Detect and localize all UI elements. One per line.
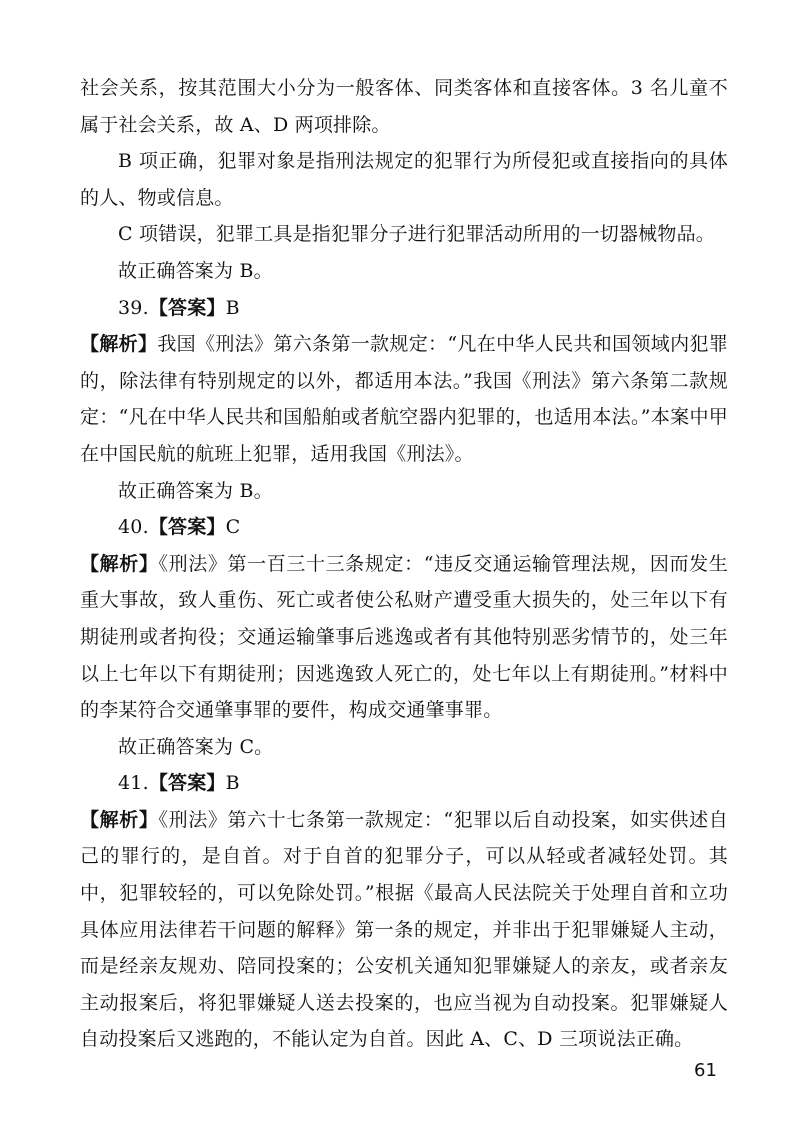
answer-value-40: C xyxy=(225,516,241,539)
answer-tag-41: 【答案】 xyxy=(148,772,226,795)
paragraph-p1: 社会关系，按其范围大小分为一般客体、同类客体和直接客体。3 名儿童不属于社会关系，故 A、D 两项排除。 xyxy=(80,77,728,136)
question-number-39: 39. xyxy=(118,296,149,319)
final-answer-39: 故正确答案为 B。 xyxy=(118,479,273,502)
paragraph-p2: B 项正确，犯罪对象是指刑法规定的犯罪行为所侵犯或直接指向的具体的人、物或信息。 xyxy=(80,150,728,209)
paragraph-p3: C 项错误，犯罪工具是指犯罪分子进行犯罪活动所用的一切器械物品。 xyxy=(118,223,715,246)
question-number-40: 40. xyxy=(118,516,149,539)
analysis-41 xyxy=(80,802,728,1058)
answer-value-41: B xyxy=(225,772,240,795)
analysis-tag-41: 【解析】 xyxy=(80,808,159,831)
answer-tag-39: 【答案】 xyxy=(148,296,226,319)
analysis-text-39: 我国《刑法》第六条第一款规定：“凡在中华人民共和国领域内犯罪的，除法律有特别规定的以外，都适用本法。”我国《刑法》第六条第二款规定：“凡在中华人民共和国船舶或者航空器内犯罪的，也适用本法。”本案中甲在中国民航的航班上犯罪，适用我国《刑法》。 xyxy=(80,333,728,465)
analysis-tag-40: 【解析】 xyxy=(80,552,159,575)
answer-value-39: B xyxy=(225,296,240,319)
paragraph-p4: 故正确答案为 B。 xyxy=(118,259,273,282)
final-answer-40: 故正确答案为 C。 xyxy=(118,735,274,758)
answer-heading-40 xyxy=(80,509,728,546)
question-number-41: 41. xyxy=(118,772,149,795)
answer-heading-41 xyxy=(80,765,728,802)
page-number: 61 xyxy=(694,1060,717,1081)
analysis-tag-39: 【解析】 xyxy=(80,333,158,356)
page-content xyxy=(80,70,728,1058)
answer-tag-40: 【答案】 xyxy=(148,516,226,539)
analysis-39 xyxy=(80,326,728,472)
analysis-text-40: 《刑法》第一百三十三条规定：“违反交通运输管理法规，因而发生重大事故，致人重伤、死亡或者使公私财产遭受重大损失的，处三年以下有期徒刑或者拘役；交通运输肇事后逃逸或者有其他特别恶劣情节的，处三年以上七年以下有期徒刑；因逃逸致人死亡的，处七年以上有期徒刑。”材料中的李某符合交通肇事罪的要件，构成交通肇事罪。 xyxy=(80,552,728,722)
analysis-40 xyxy=(80,546,728,729)
answer-heading-39 xyxy=(80,290,728,327)
analysis-text-41: 《刑法》第六十七条第一款规定：“犯罪以后自动投案，如实供述自己的罪行的，是自首。对于自首的犯罪分子，可以从轻或者减轻处罚。其中，犯罪较轻的，可以免除处罚。”根据《最高人民法院关于处理自首和立功具体应用法律若干问题的解释》第一条的规定，并非出于犯罪嫌疑人主动，而是经亲友规劝、陪同投案的；公安机关通知犯罪嫌疑人的亲友，或者亲友主动报案后，将犯罪嫌疑人送去投案的，也应当视为自动投案。犯罪嫌疑人自动投案后又逃跑的，不能认定为自首。因此 A、C、D 三项说法正确。 xyxy=(80,808,728,1051)
